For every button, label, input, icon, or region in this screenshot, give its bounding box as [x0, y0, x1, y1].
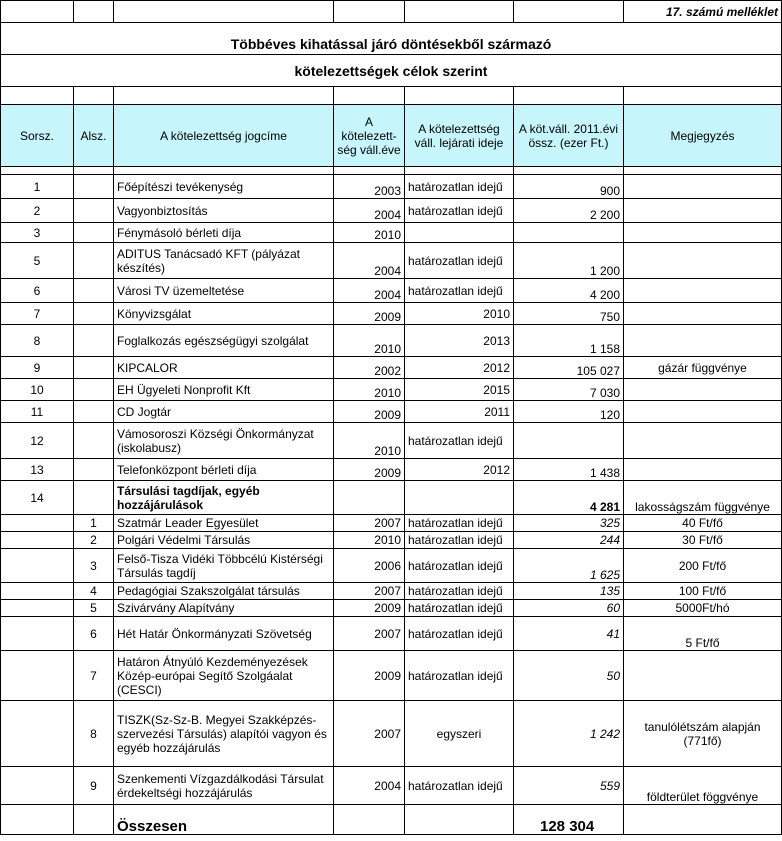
header-jogcim: A kötelezettség jogcíme: [114, 105, 334, 167]
cell-osszeg: 135: [514, 583, 624, 600]
table-row: [1, 532, 782, 549]
cell-megj: gázár függvénye: [624, 357, 782, 379]
cell-ev: 2010: [334, 325, 405, 357]
cell-jogcim: Vagyonbiztosítás: [114, 199, 334, 223]
cell-lejarat: határozatlan idejű: [405, 617, 514, 651]
cell-osszeg: 900: [514, 175, 624, 199]
cell-sorsz: 2: [1, 199, 74, 223]
cell-jogcim: Telefonközpont bérleti díja: [114, 459, 334, 481]
header-row: [1, 105, 782, 167]
table-row: [1, 379, 782, 401]
cell-lejarat: határozatlan idejű: [405, 651, 514, 701]
cell-megj: 5 Ft/fő: [624, 617, 782, 651]
table-row: [1, 223, 782, 243]
empty-cell: [74, 805, 114, 835]
cell-lejarat: 2011: [405, 401, 514, 423]
cell-lejarat: határozatlan idejű: [405, 199, 514, 223]
cell-lejarat: határozatlan idejű: [405, 583, 514, 600]
cell-jogcim: Városi TV üzemeltetése: [114, 279, 334, 303]
cell-osszeg: 120: [514, 401, 624, 423]
table-row: [1, 401, 782, 423]
cell-sorsz: 6: [1, 279, 74, 303]
cell-jogcim: Szenkementi Vízgazdálkodási Társulat érdekeltségi hozzájárulás: [114, 767, 334, 805]
cell-megj: [624, 379, 782, 401]
cell-megj: [624, 223, 782, 243]
cell-megj: 200 Ft/fő: [624, 549, 782, 583]
cell-ev: 2007: [334, 583, 405, 600]
cell-lejarat: határozatlan idejű: [405, 600, 514, 617]
cell-megj: [624, 651, 782, 701]
cell-alsz: [74, 379, 114, 401]
cell-ev: 2003: [334, 175, 405, 199]
cell-sorsz: [1, 532, 74, 549]
cell-alsz: 5: [74, 600, 114, 617]
cell-alsz: [74, 243, 114, 279]
cell-lejarat: 2012: [405, 357, 514, 379]
cell-ev: 2010: [334, 223, 405, 243]
table-row: [1, 701, 782, 767]
cell-osszeg: 2 200: [514, 199, 624, 223]
annex-label: 17. számú melléklet: [624, 1, 782, 23]
cell-sorsz: [1, 701, 74, 767]
cell-alsz: 4: [74, 583, 114, 600]
empty-cell: [1, 805, 74, 835]
cell-osszeg: 60: [514, 600, 624, 617]
cell-osszeg: [514, 423, 624, 459]
cell-jogcim: Fénymásoló bérleti díja: [114, 223, 334, 243]
cell-megj: lakosságszám függvénye: [624, 481, 782, 515]
cell-alsz: [74, 357, 114, 379]
cell-osszeg: 1 438: [514, 459, 624, 481]
empty-cell: [624, 805, 782, 835]
total-label: Összesen: [114, 805, 334, 835]
cell-megj: [624, 175, 782, 199]
table-row: [1, 199, 782, 223]
cell-alsz: [74, 401, 114, 423]
header-vall-eve: A kötelezett-ség váll.éve: [334, 105, 405, 167]
cell-osszeg: 4 200: [514, 279, 624, 303]
cell-alsz: 3: [74, 549, 114, 583]
cell-jogcim: Felső-Tisza Vidéki Többcélú Kistérségi Társulás tagdíj: [114, 549, 334, 583]
title-line-2: kötelezettségek célok szerint: [1, 55, 782, 87]
table-row: [1, 767, 782, 805]
table-row: [1, 617, 782, 651]
cell-sorsz: 7: [1, 303, 74, 325]
table-row: [1, 279, 782, 303]
cell-sorsz: 10: [1, 379, 74, 401]
table-row: [1, 243, 782, 279]
cell-megj: 30 Ft/fő: [624, 532, 782, 549]
cell-sorsz: [1, 651, 74, 701]
empty-cell: [405, 805, 514, 835]
cell-osszeg: 1 200: [514, 243, 624, 279]
cell-ev: 2009: [334, 303, 405, 325]
cell-megj: [624, 325, 782, 357]
cell-jogcim: Hét Határ Önkormányzati Szövetség: [114, 617, 334, 651]
cell-jogcim: Határon Átnyúló Kezdeményezések Közép-európai Segítő Szolgáalat (CESCI): [114, 651, 334, 701]
cell-megj: [624, 279, 782, 303]
cell-sorsz: 14: [1, 481, 74, 515]
cell-ev: 2009: [334, 651, 405, 701]
cell-alsz: 6: [74, 617, 114, 651]
cell-jogcim: Pedagógiai Szakszolgálat társulás: [114, 583, 334, 600]
cell-lejarat: [405, 223, 514, 243]
header-megjegyzes: Megjegyzés: [624, 105, 782, 167]
cell-jogcim: Polgári Védelmi Társulás: [114, 532, 334, 549]
cell-alsz: [74, 175, 114, 199]
cell-alsz: [74, 279, 114, 303]
table-row: [1, 515, 782, 532]
cell-lejarat: 2015: [405, 379, 514, 401]
cell-megj: [624, 423, 782, 459]
cell-ev: 2009: [334, 600, 405, 617]
cell-megj: 40 Ft/fő: [624, 515, 782, 532]
cell-osszeg: 1 625: [514, 549, 624, 583]
cell-sorsz: 1: [1, 175, 74, 199]
cell-megj: tanulólétszám alapján (771fő): [624, 701, 782, 767]
table-row: [1, 423, 782, 459]
cell-ev: 2009: [334, 459, 405, 481]
cell-jogcim: Könyvizsgálat: [114, 303, 334, 325]
cell-lejarat: határozatlan idejű: [405, 279, 514, 303]
cell-sorsz: 8: [1, 325, 74, 357]
cell-lejarat: határozatlan idejű: [405, 532, 514, 549]
cell-jogcim: TISZK(Sz-Sz-B. Megyei Szakképzés-szervezési Társulás) alapítói vagyon és egyéb hozzájárulás: [114, 701, 334, 767]
cell-alsz: [74, 223, 114, 243]
table-row: [1, 600, 782, 617]
cell-osszeg: 7 030: [514, 379, 624, 401]
cell-osszeg: 105 027: [514, 357, 624, 379]
cell-ev: 2006: [334, 549, 405, 583]
cell-ev: 2004: [334, 243, 405, 279]
cell-alsz: [74, 325, 114, 357]
title-line-1: Többéves kihatással járó döntésekből származó: [1, 23, 782, 55]
cell-jogcim: ADITUS Tanácsadó KFT (pályázat készítés): [114, 243, 334, 279]
cell-alsz: [74, 423, 114, 459]
cell-megj: [624, 459, 782, 481]
cell-jogcim: Társulási tagdíjak, egyéb hozzájárulások: [114, 481, 334, 515]
cell-sorsz: 5: [1, 243, 74, 279]
cell-alsz: 8: [74, 701, 114, 767]
cell-megj: [624, 303, 782, 325]
cell-jogcim: Főépítészi tevékenység: [114, 175, 334, 199]
table-row: [1, 325, 782, 357]
cell-jogcim: Foglalkozás egészségügyi szolgálat: [114, 325, 334, 357]
cell-osszeg: 4 281: [514, 481, 624, 515]
cell-lejarat: határozatlan idejű: [405, 175, 514, 199]
cell-megj: 5000Ft/hó: [624, 600, 782, 617]
cell-ev: 2009: [334, 401, 405, 423]
cell-ev: 2007: [334, 701, 405, 767]
cell-osszeg: 50: [514, 651, 624, 701]
cell-megj: [624, 199, 782, 223]
cell-lejarat: 2013: [405, 325, 514, 357]
cell-sorsz: [1, 515, 74, 532]
cell-jogcim: CD Jogtár: [114, 401, 334, 423]
cell-alsz: 7: [74, 651, 114, 701]
table-row: [1, 549, 782, 583]
cell-ev: 2004: [334, 279, 405, 303]
cell-alsz: [74, 199, 114, 223]
cell-megj: [624, 243, 782, 279]
cell-sorsz: [1, 583, 74, 600]
empty-cell: [334, 805, 405, 835]
cell-ev: 2002: [334, 357, 405, 379]
cell-megj: földterület föggvénye: [624, 767, 782, 805]
cell-jogcim: Szatmár Leader Egyesület: [114, 515, 334, 532]
cell-alsz: 1: [74, 515, 114, 532]
cell-alsz: [74, 459, 114, 481]
cell-lejarat: 2012: [405, 459, 514, 481]
header-alsz: Alsz.: [74, 105, 114, 167]
total-value: 128 304: [514, 805, 624, 835]
cell-ev: [334, 481, 405, 515]
cell-alsz: [74, 303, 114, 325]
cell-lejarat: egyszeri: [405, 701, 514, 767]
cell-alsz: 9: [74, 767, 114, 805]
cell-osszeg: 559: [514, 767, 624, 805]
cell-sorsz: 9: [1, 357, 74, 379]
cell-lejarat: határozatlan idejű: [405, 767, 514, 805]
cell-ev: 2010: [334, 423, 405, 459]
cell-osszeg: 1 158: [514, 325, 624, 357]
cell-osszeg: [514, 223, 624, 243]
cell-lejarat: határozatlan idejű: [405, 243, 514, 279]
cell-sorsz: [1, 600, 74, 617]
cell-sorsz: 3: [1, 223, 74, 243]
cell-sorsz: [1, 767, 74, 805]
total-row: [1, 805, 782, 835]
cell-ev: 2007: [334, 515, 405, 532]
table-row: [1, 303, 782, 325]
cell-lejarat: [405, 481, 514, 515]
cell-jogcim: KIPCALOR: [114, 357, 334, 379]
table-row: [1, 481, 782, 515]
cell-sorsz: 13: [1, 459, 74, 481]
table-row: [1, 357, 782, 379]
cell-lejarat: határozatlan idejű: [405, 423, 514, 459]
cell-osszeg: 750: [514, 303, 624, 325]
cell-alsz: 2: [74, 532, 114, 549]
cell-ev: 2010: [334, 379, 405, 401]
cell-jogcim: Vámosoroszi Községi Önkormányzat (iskolabusz): [114, 423, 334, 459]
header-lejarat: A kötelezettség váll. lejárati ideje: [405, 105, 514, 167]
table-row: [1, 651, 782, 701]
table-row: [1, 459, 782, 481]
cell-megj: 100 Ft/fő: [624, 583, 782, 600]
cell-alsz: [74, 481, 114, 515]
cell-sorsz: [1, 549, 74, 583]
table-row: [1, 175, 782, 199]
cell-ev: 2004: [334, 199, 405, 223]
cell-sorsz: 11: [1, 401, 74, 423]
cell-ev: 2004: [334, 767, 405, 805]
cell-jogcim: Szivárvány Alapítvány: [114, 600, 334, 617]
cell-lejarat: határozatlan idejű: [405, 515, 514, 532]
cell-jogcim: EH Ügyeleti Nonprofit Kft: [114, 379, 334, 401]
cell-megj: [624, 401, 782, 423]
table-row: [1, 583, 782, 600]
cell-sorsz: [1, 617, 74, 651]
cell-osszeg: 325: [514, 515, 624, 532]
cell-ev: 2007: [334, 617, 405, 651]
cell-osszeg: 41: [514, 617, 624, 651]
cell-osszeg: 244: [514, 532, 624, 549]
cell-osszeg: 1 242: [514, 701, 624, 767]
cell-lejarat: 2010: [405, 303, 514, 325]
header-osszeg: A köt.váll. 2011.évi össz. (ezer Ft.): [514, 105, 624, 167]
cell-ev: 2010: [334, 532, 405, 549]
cell-sorsz: 12: [1, 423, 74, 459]
cell-lejarat: határozatlan idejű: [405, 549, 514, 583]
header-sorsz: Sorsz.: [1, 105, 74, 167]
